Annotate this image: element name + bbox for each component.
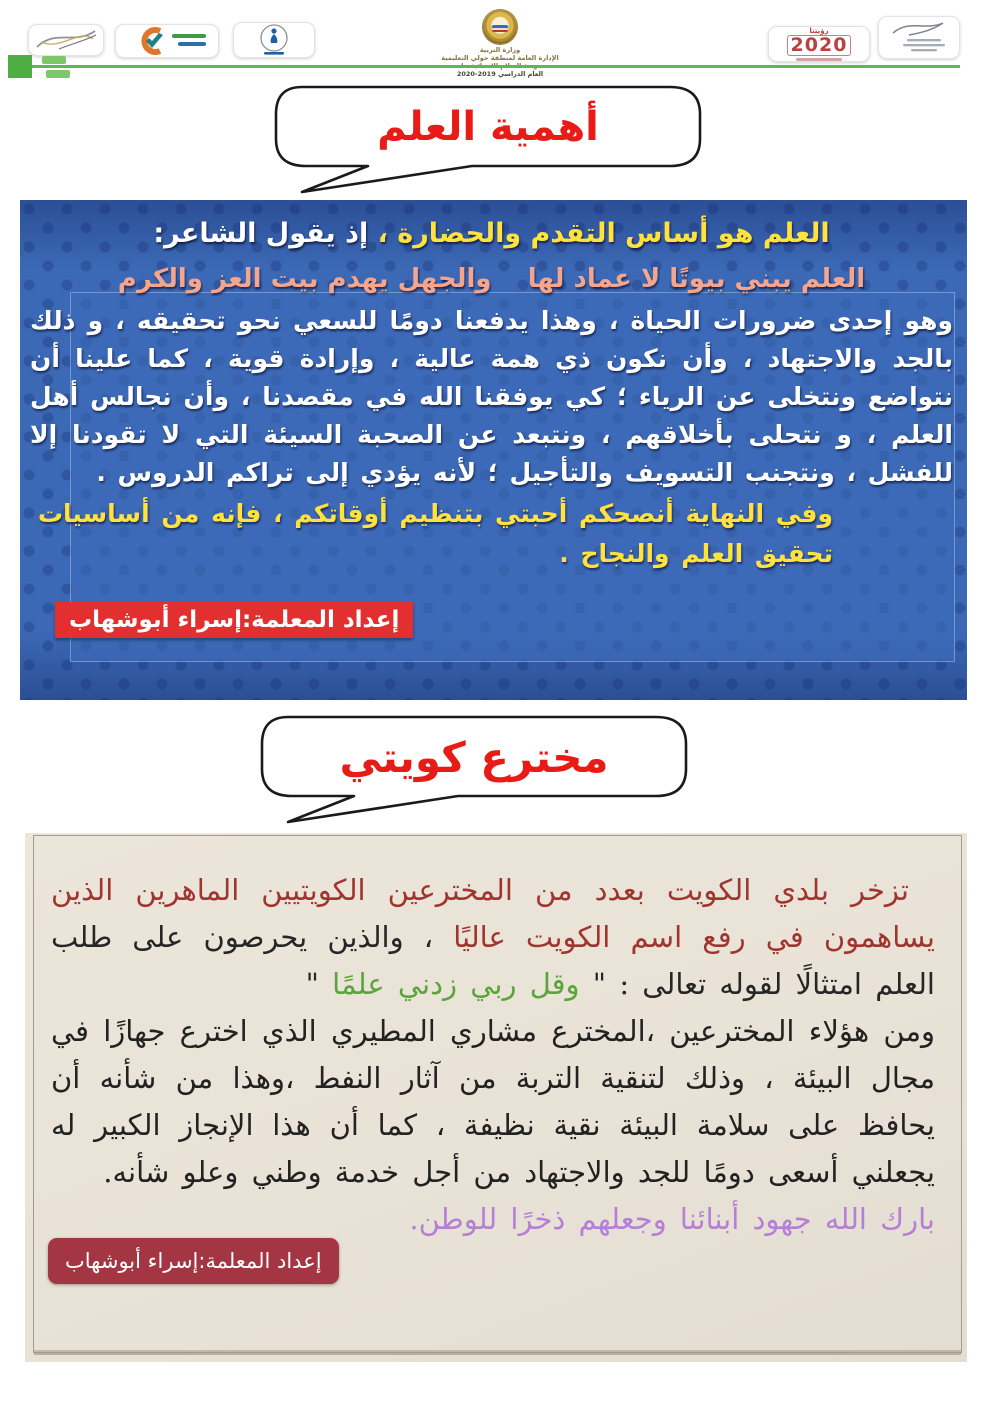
bubble-title: مخترع كويتي [339, 732, 609, 782]
slide1-body-text: وهو إحدى ضرورات الحياة ، وهذا يدفعنا دومًا للسعي نحو تحقيقه ، و ذلك بالجد والاجتهاد ، وأن نكون ذي همة عالية ، وإرادة قوية ، كما علينا أن نتواضع ونتخلى عن الرياء ؛ كي يوفقنا الله في مقصدنا ، وأن نجالس أهل العلم ، و نتحلى بأخلاقهم ، ونتبعد عن الصحبة السيئة التي لا تقودنا إلا للفشل ، ونتجنب التسويف والتأجيل ؛ لأنه يؤدي إلى تراكم الدروس . [30, 306, 953, 487]
teacher-credit-badge: إعداد المعلمة:إسراء أبوشهاب [55, 602, 413, 638]
signature-icon [879, 17, 959, 58]
person-circle-icon [234, 23, 314, 57]
enlighten-circle-logo [233, 22, 315, 58]
slide1-title-yellow: العلم هو أساس التقدم والحضارة ، [368, 218, 830, 249]
ministry-line: وزارة التربية [479, 46, 521, 54]
slide2-quote-end: " [305, 967, 333, 1001]
effective-school-logo [115, 24, 219, 58]
callout-importance-of-knowledge [272, 84, 704, 199]
vision-2020-logo [768, 26, 870, 62]
green-rule-line [32, 65, 960, 68]
slide-importance-of-knowledge [20, 200, 967, 700]
vision-year: 2020 [787, 35, 852, 56]
vision-underline [796, 58, 842, 61]
slide1-closing-advice: وفي النهاية أنصحكم أحبتي بتنظيم أوقاتكم ، فإنه من أساسيات تحقيق العلم والنجاح . [37, 499, 833, 568]
slide-kuwaiti-inventor [25, 833, 967, 1362]
slide1-title-white: إذ يقول الشاعر: [153, 218, 369, 249]
district-line: الإدارة العامة لمنطقة حولي التعليمية [441, 54, 559, 62]
swoosh-icon [29, 25, 103, 55]
slide2-intro-black: ، والذين يحرصون على طلب العلم امتثالًا لقوله تعالى : " [51, 920, 935, 1001]
bubble-title: أهمية العلم [377, 104, 599, 150]
slide2-blessing: بارك الله جهود أبنائنا وجعلهم ذخرًا للوطن. [409, 1202, 935, 1236]
slide2-quran-quote: وقل ربي زدني علمًا [332, 967, 580, 1001]
slide1-title [30, 214, 953, 254]
signature-logo [878, 16, 960, 59]
kuwait-emblem-icon [483, 10, 517, 44]
green-chip-decor [42, 56, 66, 64]
green-chip-decor [46, 70, 70, 78]
green-square-decor [8, 55, 32, 78]
callout-kuwaiti-inventor [258, 714, 690, 829]
slide2-intro-red: تزخر بلدي الكويت بعدد من المخترعين الكويتيين الماهرين الذين يساهمون في رفع اسم الكويت عاليًا [51, 873, 935, 954]
effective-school-icon [116, 25, 218, 57]
vision-label: رؤيتنا [809, 26, 829, 35]
teacher-credit-badge: إعداد المعلمة:إسراء أبوشهاب [48, 1238, 339, 1284]
year-line: العام الدراسي 2019-2020 [456, 70, 544, 78]
sketch-swoosh-logo [28, 24, 104, 56]
slide1-poem-verse: العلم يبني بيوتًا لا عماد لها والجهل يهدم بيت العز والكرم [117, 264, 866, 294]
slide2-body-text: ومن هؤلاء المخترعين ،المخترع مشاري المطيري الذي اخترع جهازًا في مجال البيئة ، وذلك لتنقية التربة من آثار النفط ،وهذا من شأنه أن يحافظ على سلامة البيئة نقية نظيفة ، كما أن هذا الإنجاز الكبير له يجعلني أسعى دومًا للجد والاجتهاد من أجل خدمة وطني وعلو شأنه. [51, 1014, 935, 1189]
slide2-paragraph [51, 867, 935, 1008]
